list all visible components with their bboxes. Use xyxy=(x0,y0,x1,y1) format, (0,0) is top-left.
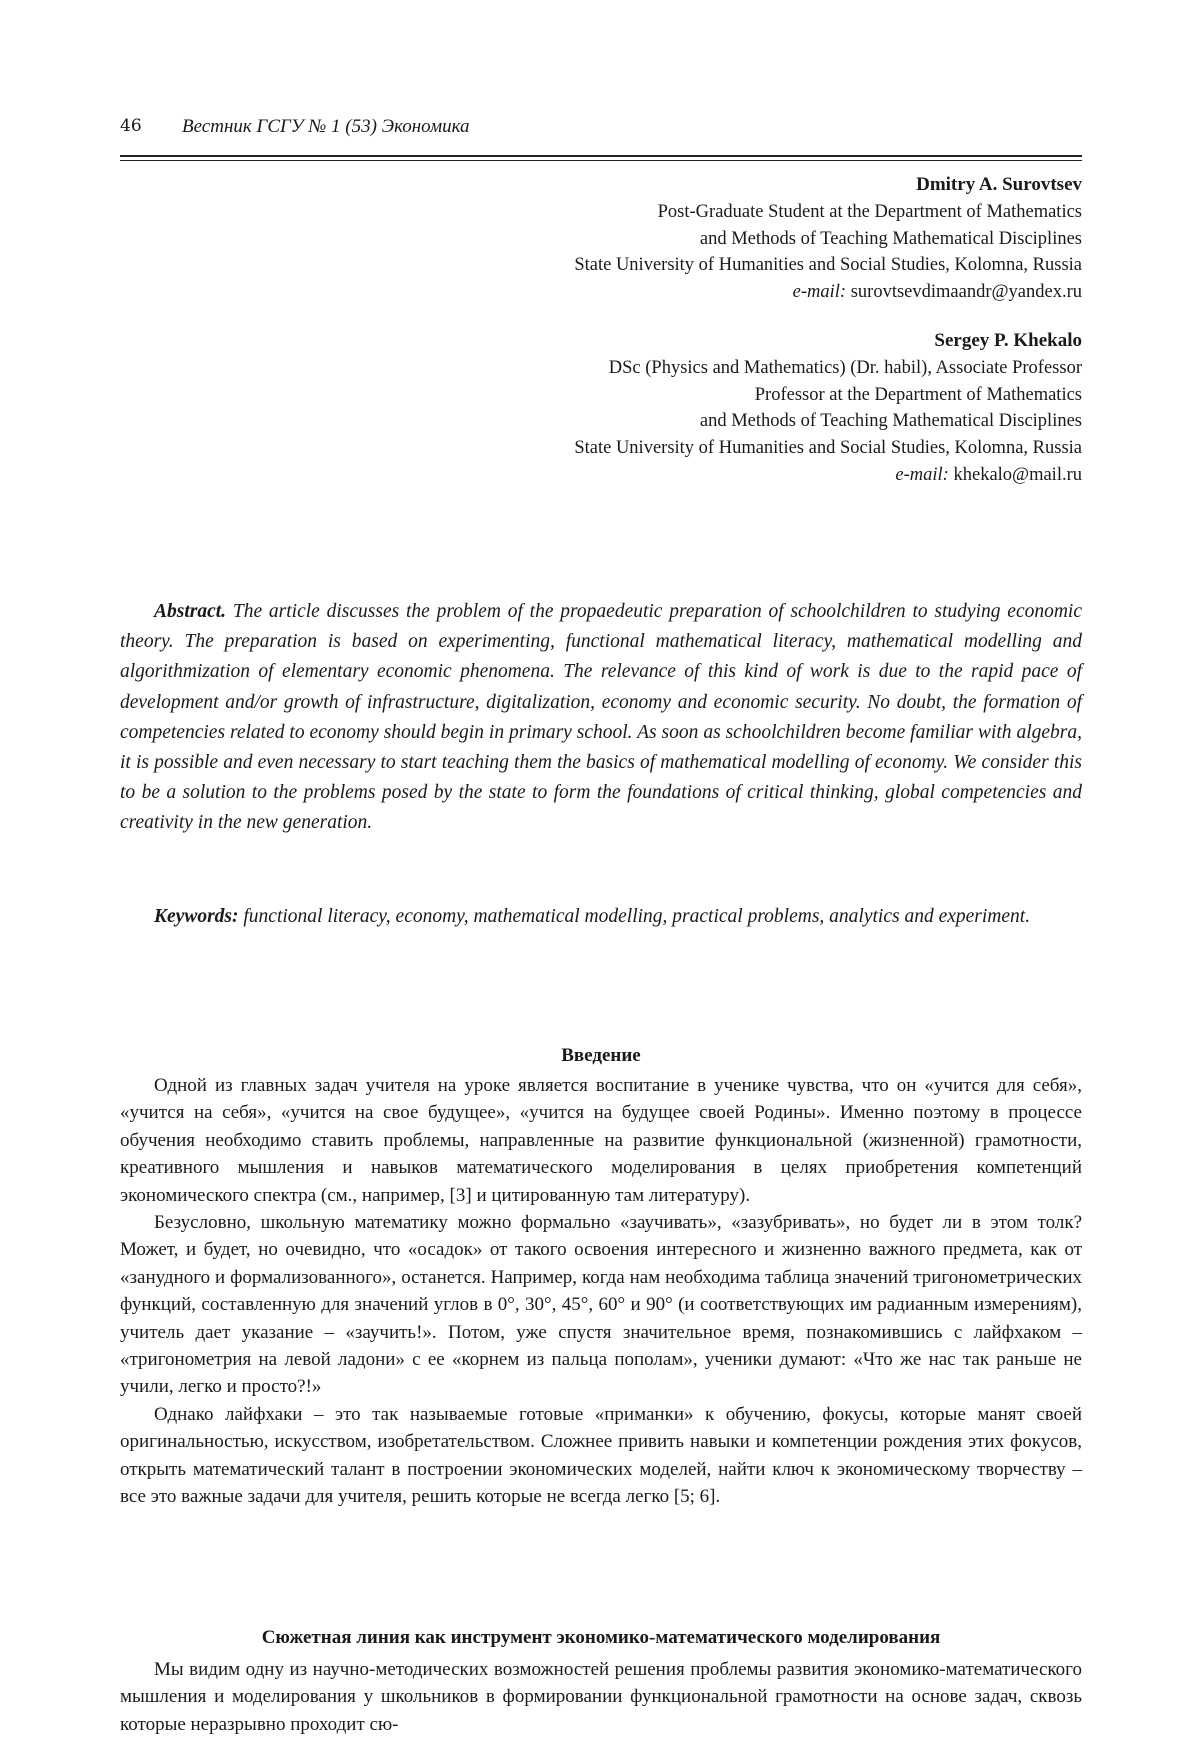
affiliation-line: DSc (Physics and Mathematics) (Dr. habil), Associate Professor xyxy=(608,357,1082,378)
email-address[interactable]: khekalo@mail.ru xyxy=(953,464,1082,485)
email-label: e-mail: xyxy=(792,282,847,303)
paragraph: Однако лайфхаки – это так называемые готовые «приманки» к обучению, фокусы, которые манят своей оригинальностью, искусством, изобретательством. Сложнее привить навыки и компетенции рождения этих фокусов, открыть математический талант в построении экономических моделей, найти ключ к экономическому творчеству – все это важные задачи для учителя, решить которые не всегда легко [5; 6]. xyxy=(120,1403,1082,1508)
email-label: e-mail: xyxy=(895,464,949,485)
introduction-body xyxy=(120,1072,1082,1511)
header-rule xyxy=(120,155,1082,157)
abstract-text: The article discusses the problem of the propaedeutic preparation of schoolchildren to studying economic theory. The preparation is based on experimenting, functional mathematical literacy, mathematical modelling and algorithmization of elementary economic phenomena. The relevance of this kind of work is due to the rapid pace of development and/or growth of infrastructure, digitalization, economy and economic security. No doubt, the formation of competencies related to economy should begin in primary school. As soon as schoolchildren become familiar with algebra, it is possible and even necessary to start teaching them the basics of mathematical modelling of economy. We consider this to be a solution to the problems posed by the state to form the foundations of critical thinking, global competencies and creativity in the new generation. xyxy=(120,601,1083,834)
author-affiliations xyxy=(120,172,1082,489)
journal-title: Вестник ГСГУ № 1 (53) Экономика xyxy=(182,116,470,137)
paragraph: Безусловно, школьную математику можно формально «заучивать», «зазубривать», но будет ли в этом толк? Может, и будет, но очевидно, что «осадок» от такого освоения интересного и жизненно важного предмета, как от «занудного и формализованного», останется. Например, когда нам необходима таблица значений тригонометрических функций, составленную для значений углов в 0°, 30°, 45°, 60° и 90° (и соответствующих им радианным измерениям), учитель дает указание – «заучить!». Потом, уже спустя значительное время, познакомившись с лайфхаком – «тригонометрия на левой ладони» с ее «корнем из пальца пополам», ученики думают: «Что же нас так раньше не учили, легко и просто?!» xyxy=(120,1212,1082,1398)
affiliation-line: State University of Humanities and Social Studies, Kolomna, Russia xyxy=(574,255,1082,276)
affiliation-line: and Methods of Teaching Mathematical Disciplines xyxy=(699,411,1082,432)
author-name: Sergey P. Khekalo xyxy=(934,329,1082,351)
keywords xyxy=(120,902,1082,932)
keywords-text: functional literacy, economy, mathematical modelling, practical problems, analytics and experiment. xyxy=(243,906,1031,927)
abstract xyxy=(120,597,1082,839)
affiliation-line: and Methods of Teaching Mathematical Disciplines xyxy=(699,228,1082,249)
affiliation-line: Post-Graduate Student at the Department of Mathematics xyxy=(657,201,1082,222)
page-number: 46 xyxy=(120,116,142,136)
paragraph: Мы видим одну из научно-методических возможностей решения проблемы развития экономико-математического мышления и моделирования у школьников в формировании функциональной грамотности на основе задач, сквозь которые неразрывно проходит сю- xyxy=(120,1659,1082,1735)
section-title-storyline: Сюжетная линия как инструмент экономико-математического моделирования xyxy=(261,1627,941,1648)
storyline-body xyxy=(120,1656,1082,1738)
author-name: Dmitry A. Surovtsev xyxy=(916,174,1082,195)
journal-page xyxy=(120,100,1083,1735)
paragraph: Одной из главных задач учителя на уроке является воспитание в ученике чувства, что он «учится для себя», «учится на себя», «учится на свое будущее», «учится на будущее своей Родины». Именно поэтому в процессе обучения необходимо ставить проблемы, направленные на развитие функциональной (жизненной) грамотности, креативного мышления и навыков математического моделирования в целях приобретения компетенций экономического спектра (см., например, [3] и цитированную там литературу). xyxy=(120,1075,1082,1206)
running-head xyxy=(120,100,1082,140)
affiliation-line: Professor at the Department of Mathematics xyxy=(754,384,1082,405)
abstract-label: Abstract. xyxy=(154,601,227,622)
email-line xyxy=(120,462,1082,489)
email-line xyxy=(120,279,1082,306)
header-rule-thin xyxy=(120,160,1082,161)
section-title-introduction: Введение xyxy=(561,1045,641,1066)
author-block xyxy=(120,172,1082,306)
keywords-label: Keywords: xyxy=(154,906,239,927)
affiliation-line: State University of Humanities and Social Studies, Kolomna, Russia xyxy=(574,438,1082,459)
email-address[interactable]: surovtsevdimaandr@yandex.ru xyxy=(850,282,1082,303)
author-block xyxy=(120,328,1082,489)
